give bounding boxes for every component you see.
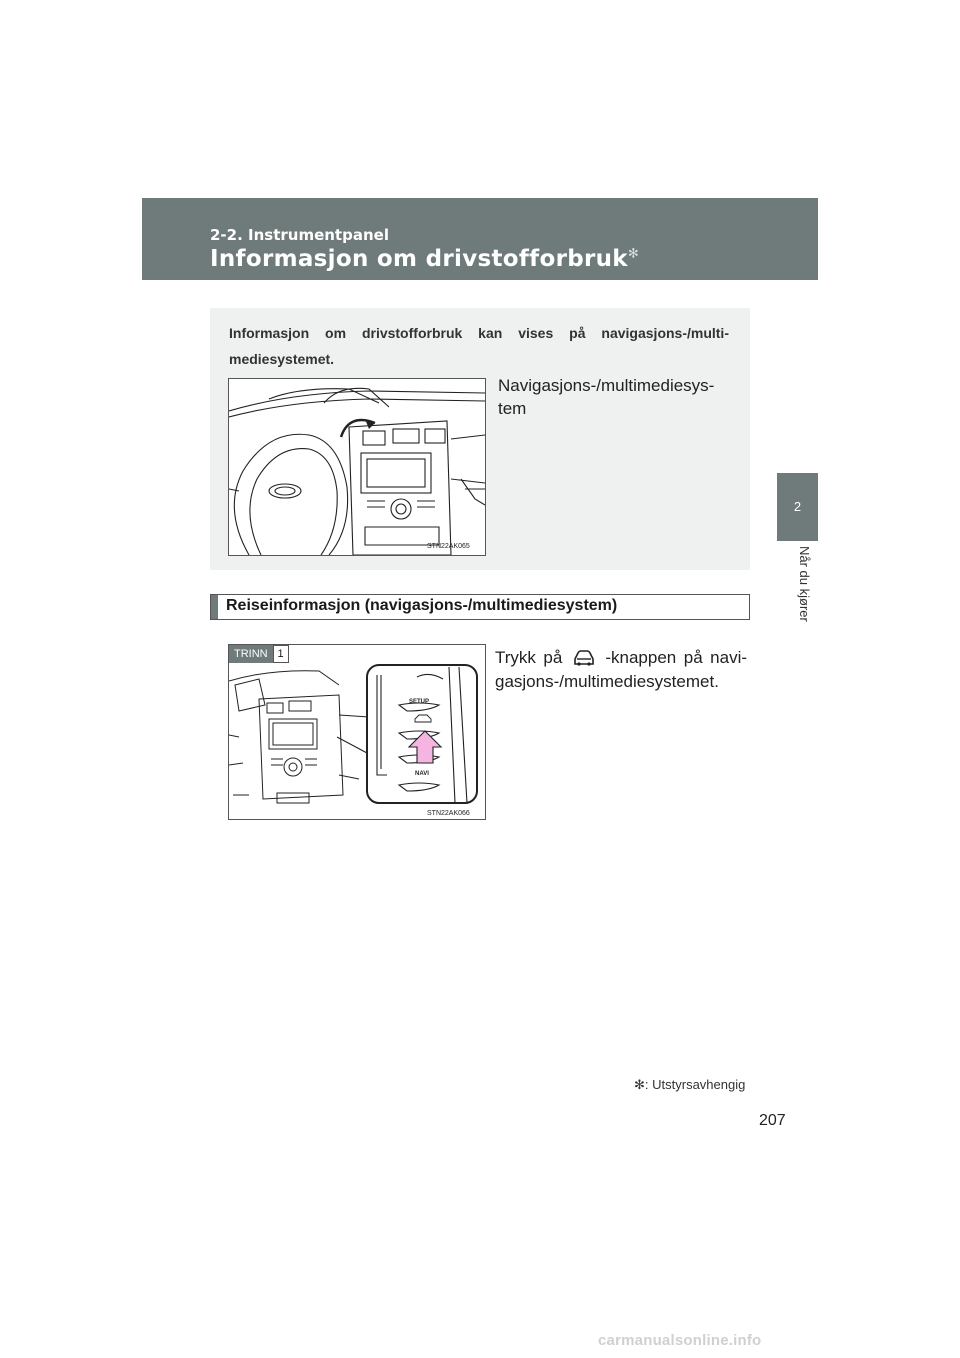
navi-button-label: NAVI — [415, 771, 429, 777]
dashboard-illustration — [228, 378, 486, 556]
intro-text: Informasjon om drivstofforbruk kan vises på navigasjons-/multi-mediesystemet. — [229, 325, 729, 367]
console-drawing — [229, 645, 485, 819]
step-number: 1 — [273, 645, 289, 663]
footnote-mark: ✻ — [634, 1077, 645, 1092]
figure2-code: STN22AK066 — [427, 810, 470, 817]
step-badge — [229, 645, 289, 663]
car-icon — [572, 649, 596, 667]
system-callout: Navigasjons-/multimediesys-tem — [498, 376, 715, 418]
intro-box — [210, 308, 750, 570]
equipment-mark: ✻ — [627, 246, 640, 262]
step-text-before: Trykk på — [495, 648, 563, 667]
figure1-code: STN22AK065 — [427, 543, 470, 550]
setup-button-label: SETUP — [409, 699, 430, 705]
footnote-text: : Utstyrsavhengig — [644, 1077, 746, 1092]
page-title-text: Informasjon om drivstofforbruk — [210, 246, 628, 272]
section-header — [142, 198, 818, 280]
dashboard-drawing — [229, 379, 485, 555]
step-label: TRINN — [229, 645, 273, 663]
step-instruction — [495, 646, 747, 694]
navi-button-illustration — [228, 644, 486, 820]
subsection-bar — [210, 594, 750, 620]
subsection-title: Reiseinformasjon (navigasjons-/multimediesystem) — [226, 597, 618, 614]
page-number: 207 — [759, 1112, 786, 1129]
section-label: 2-2. Instrumentpanel — [210, 226, 389, 244]
chapter-label: Når du kjører — [797, 546, 812, 622]
page-title — [210, 246, 639, 272]
watermark: carmanualsonline.info — [598, 1332, 762, 1349]
chapter-tab: 2 — [777, 473, 818, 541]
footnote — [634, 1077, 745, 1093]
step-text-after: -knappen på navi-gasjons-/multimediesystemet. — [495, 648, 748, 691]
bar-accent — [211, 595, 218, 619]
